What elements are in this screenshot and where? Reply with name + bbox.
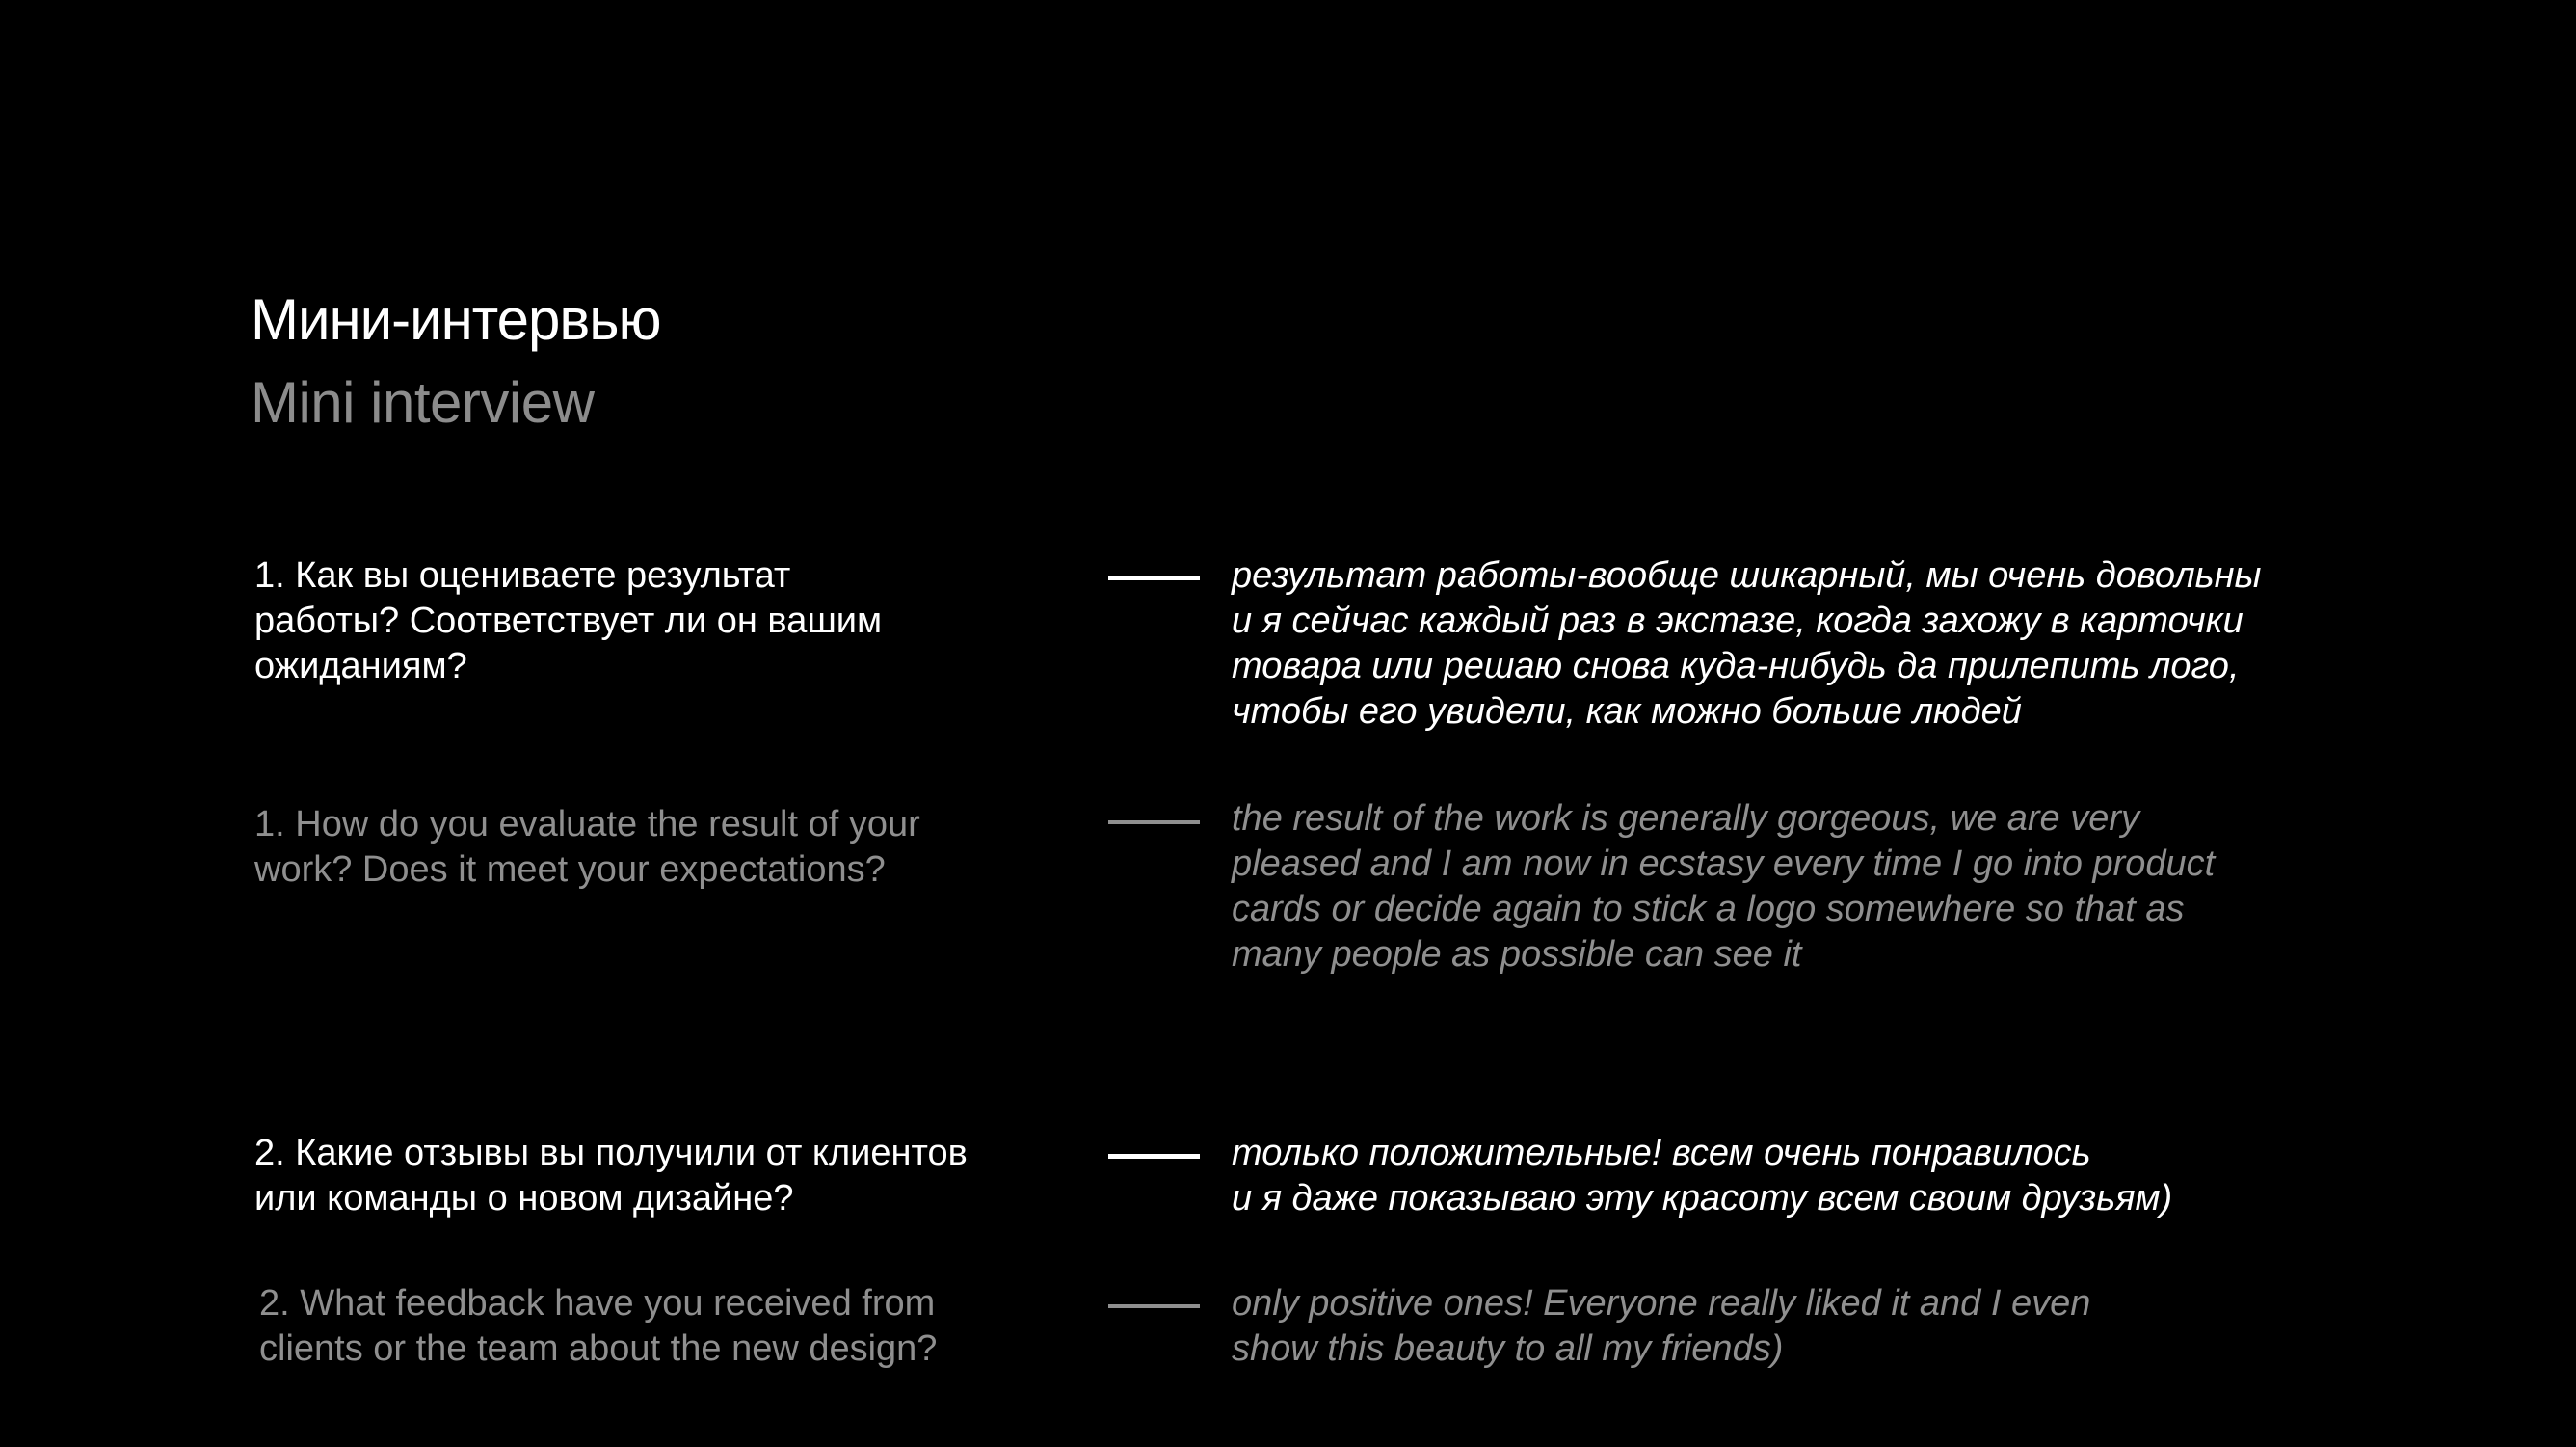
answer-1-ru-line: чтобы его увидели, как можно больше людей — [1232, 691, 2022, 732]
question-2-ru-line: или команды о новом дизайне? — [254, 1178, 794, 1219]
answer-1-ru — [1232, 553, 2388, 735]
answer-dash-2-en — [1108, 1304, 1200, 1308]
question-2-en-line: 2. What feedback have you received from — [259, 1283, 936, 1324]
answer-2-en — [1232, 1281, 2388, 1372]
question-1-en — [254, 802, 1045, 893]
answer-1-en-line: cards or decide again to stick a logo somewhere so that as — [1232, 889, 2185, 929]
answer-1-en-line: many people as possible can see it — [1232, 934, 1802, 975]
question-1-ru-line: 1. Как вы оцениваете результат — [254, 555, 791, 596]
question-2-en-line: clients or the team about the new design? — [259, 1328, 938, 1369]
answer-dash-1-ru — [1108, 576, 1200, 580]
answer-1-ru-line: и я сейчас каждый раз в экстазе, когда захожу в карточки — [1232, 601, 2244, 641]
question-1-ru — [254, 553, 1045, 689]
answer-1-en-line: the result of the work is generally gorgeous, we are very — [1232, 798, 2140, 839]
question-2-en — [259, 1281, 1049, 1372]
answer-2-en-line: show this beauty to all my friends) — [1232, 1328, 1784, 1369]
answer-1-en — [1232, 796, 2388, 978]
answer-1-en-line: pleased and I am now in ecstasy every time I go into product — [1232, 844, 2216, 884]
question-1-en-line: work? Does it meet your expectations? — [254, 849, 886, 890]
question-2-ru — [254, 1131, 1045, 1221]
question-1-en-line: 1. How do you evaluate the result of your — [254, 804, 920, 844]
answer-1-ru-line: результат работы-вообще шикарный, мы очень довольны — [1232, 555, 2262, 596]
page-subtitle: Mini interview — [251, 370, 595, 435]
question-1-ru-line: ожиданиям? — [254, 646, 467, 686]
answer-2-en-line: only positive ones! Everyone really liked it and I even — [1232, 1283, 2091, 1324]
answer-1-ru-line: товара или решаю снова куда-нибудь да прилепить лого, — [1232, 646, 2240, 686]
answer-dash-1-en — [1108, 820, 1200, 824]
question-1-ru-line: работы? Соответствует ли он вашим — [254, 601, 883, 641]
answer-2-ru-line: и я даже показываю эту красоту всем своим друзьям) — [1232, 1178, 2173, 1219]
answer-2-ru-line: только положительные! всем очень понравилось — [1232, 1133, 2091, 1173]
answer-2-ru — [1232, 1131, 2388, 1221]
answer-dash-2-ru — [1108, 1154, 1200, 1159]
question-2-ru-line: 2. Какие отзывы вы получили от клиентов — [254, 1133, 968, 1173]
page-title: Мини-интервью — [251, 287, 661, 352]
